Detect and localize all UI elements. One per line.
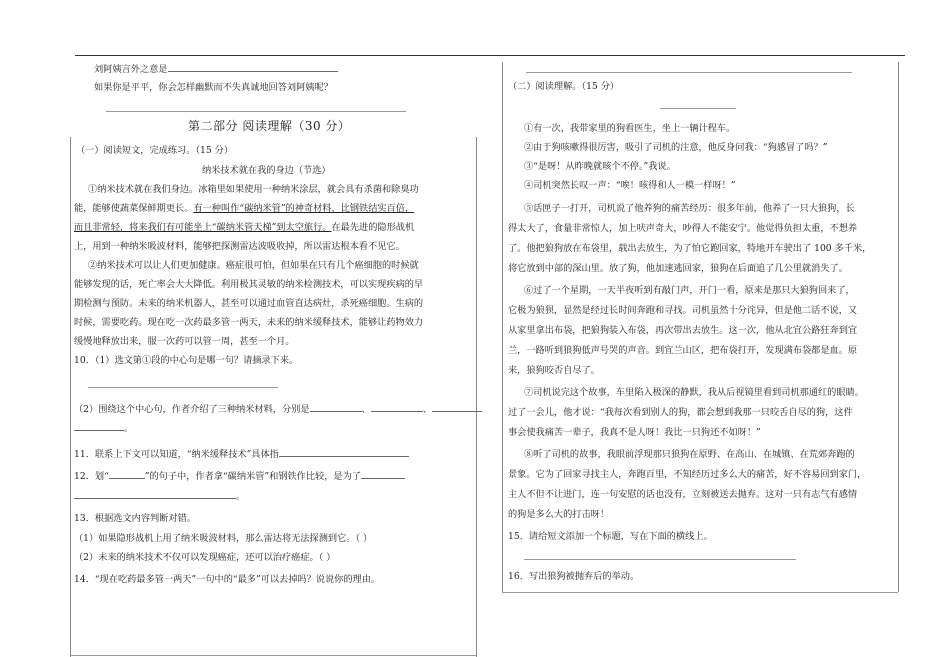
rpara7-l2: 过了一会儿，他才说：“我每次看到别人的狗，都会想到我那一只咬舌自尽的狗，这件	[508, 407, 853, 418]
rpara8-l3: 主人不但不让进门，连一句安慰的话也没有，立刻被送去抛弃。这对一只有志气有感情	[508, 489, 858, 500]
q10-answer-line[interactable]	[88, 387, 278, 388]
answer-blank[interactable]	[371, 402, 423, 412]
answer-line[interactable]	[106, 111, 406, 112]
underlined-sentence-cont: 而且非常轻，将来我们有可能坐上“碳纳米管天梯”到太空旅行。	[74, 222, 332, 233]
rpara6-l2: 它极为狼狈，显然是经过长时间奔跑和寻找。司机虽然十分诧异，但是他二话不说，又	[508, 305, 858, 316]
q15-answer-line[interactable]	[524, 559, 796, 560]
q13: 13．根据选文内容判断对错。	[74, 513, 196, 524]
rpara6-l4: 兰，一路听到狼狗低声号哭的声音。到宜兰山区，把布袋打开，发现满布袋都是血。原	[508, 345, 858, 356]
para1-line3	[74, 221, 414, 234]
para1-line1: ①纳米技术就在我们身边。冰箱里如果使用一种纳米涂层，就会具有杀菌和除臭功	[88, 184, 419, 195]
para2-line1: ②纳米技术可以让人们更加健康。癌症很可怕，但如果在只有几个癌细胞的时候就	[88, 260, 419, 271]
left-box-bottom	[70, 655, 476, 656]
rpara6-l1: ⑥过了一个星期，一天半夜听到有敲门声，开门一看，原来是那只大狼狗回来了，	[524, 285, 855, 296]
rpara6-l5: 来，狼狗咬否自尽了。	[508, 365, 600, 376]
q11	[74, 447, 409, 461]
answer-blank[interactable]	[168, 62, 338, 72]
left-box-border-right	[476, 137, 477, 657]
rpara8-l1: ⑧听了司机的故事，我眼前浮现那只狼狗在原野、在高山、在城镇、在荒郊奔跑的	[524, 449, 855, 460]
left-box-border	[70, 137, 71, 657]
rpara7-l3: 事会使我痛苦一辈子，我真不是人呀！我比一只狗还不如呀！”	[508, 427, 761, 438]
rpara6-l3: 从家里拿出布袋，把狼狗装入布袋，再次带出去放生。这一次，他从北宜公路狂奔到宜	[508, 325, 858, 336]
q11-text: 11．联系上下文可以知道，“纳米缓释技术”具体指	[74, 449, 279, 460]
para2-line4: 时候，需要吃药。现在吃一次药最多管一两天，未来的纳米缓释技术，能够让药物效力	[74, 317, 424, 328]
para1-text-cont: 在最先进的隐形战机	[331, 222, 415, 233]
q12	[74, 469, 405, 483]
q-implication	[94, 62, 338, 76]
answer-blank[interactable]	[279, 447, 409, 457]
answer-line[interactable]	[526, 72, 852, 73]
rpara5-l2: 得太大了，食量非常惊人，加上吠声奇大，吵得人不能安宁。他觉得负担太重，不想养	[508, 223, 858, 234]
para1-text: 能，能够使蔬菜保鲜期更长。	[74, 203, 194, 214]
rpara7-l1: ⑦司机说完这个故事，车里陷入极深的静默，我从后视镜里看到司机那通红的眼睛。	[524, 387, 864, 398]
right-box-bottom	[502, 592, 898, 593]
para2-line3: 期检测与预防。未来的纳米机器人，甚至可以通过血管直达病灶，杀死癌细胞。生病的	[74, 298, 424, 309]
q13-1: （1）如果隐形战机上用了纳米吸波材料，那么雷达将无法探测到它。（ ）	[74, 533, 373, 544]
q-implication-label: 刘阿姨言外之意是	[94, 64, 168, 75]
rpara5-l4: 将它放到中部的深山里。放了狗，他加速逃回家，狼狗在后面追了几公里就消失了。	[508, 263, 848, 274]
para1-line2	[74, 202, 414, 215]
rpara8-l2: 景象。它为了回家寻找主人，奔跑百里，不知经历过多么大的痛苦，好不容易回到家门，	[508, 469, 867, 480]
para2-line2: 能够发现的话，死亡率会大大降低。利用极其灵敏的纳米检测技术，可以实现疾病的早	[74, 279, 424, 290]
para2-line5: 缓慢地释放出来，服一次药可以管一周，甚至一个月。	[74, 336, 295, 347]
q15: 15．请给短文添加一个标题，写在下面的横线上。	[508, 531, 713, 542]
rpara8-l4: 的狗是多么大的打击呀！	[508, 509, 610, 520]
part2-title: 第二部分 阅读理解（30 分）	[188, 119, 351, 133]
sep: 、	[422, 404, 432, 415]
section2-heading: （二）阅读理解。（15 分）	[508, 81, 620, 92]
q10-2-cont	[74, 421, 133, 435]
answer-blank[interactable]	[74, 421, 124, 431]
q10-2	[74, 402, 482, 416]
rpara1: ①有一次，我带家里的狗看医生，坐上一辆计程车。	[524, 123, 736, 134]
section1-heading: （一）阅读短文，完成练习。（15 分）	[76, 145, 234, 156]
q10: 10．（1）选文第①段的中心句是哪一句？请摘录下来。	[74, 355, 299, 366]
answer-blank[interactable]	[74, 489, 236, 499]
rpara5-l1: ⑤话匣子一打开，司机说了他养狗的痛苦经历：很多年前，他养了一只大狼狗，长	[524, 203, 855, 214]
sep: 、	[361, 404, 371, 415]
period: 。	[124, 423, 134, 434]
q12-cont	[74, 489, 245, 503]
period: 。	[236, 491, 246, 502]
q10-2-text: （2）围绕这个中心句，作者介绍了三种纳米材料，分别是	[74, 404, 310, 415]
q13-2: （2）未来的纳米技术不仅可以发现癌症，还可以治疗癌症。（ ）	[74, 552, 336, 563]
answer-blank[interactable]	[310, 402, 362, 412]
q16: 16．写出狼狗被抛弃后的举动。	[508, 571, 640, 582]
page-top-rule	[75, 55, 905, 56]
right-box-border-right	[898, 62, 899, 592]
title-blank-line[interactable]	[660, 108, 736, 109]
answer-blank[interactable]	[361, 469, 405, 479]
q12-text-a: 12．划“	[74, 471, 109, 482]
underlined-sentence: 有一种叫作“碳纳米管”的神奇材料，比钢铁结实百倍，	[193, 203, 415, 214]
rpara3: ③“是呀！从昨晚就咳个不停。”我说。	[524, 161, 676, 172]
answer-blank[interactable]	[432, 402, 482, 412]
article-title: 纳米技术就在我的身边（节选）	[202, 165, 331, 176]
answer-blank[interactable]	[109, 469, 145, 479]
rpara4: ④司机突然长叹一声：“唉！咳得和人一模一样呀！”	[524, 180, 736, 191]
rpara5-l3: 了。他把狼狗放在布袋里，载出去放生，为了怕它跑回家，特地开车驶出了 100 多千米，	[508, 243, 872, 254]
q14: 14．“现在吃药最多管一两天”一句中的“最多”可以去掉吗？说说你的理由。	[74, 574, 381, 585]
q-reply: 如果你是平平，你会怎样幽默而不失真诚地回答刘阿姨呢？	[94, 82, 333, 93]
para1-line4: 上，用到一种纳米吸波材料，能够把探测雷达波吸收掉，所以雷达根本看不见它。	[74, 241, 405, 252]
q12-text-b: ”的句子中，作者拿“碳纳米管”和钢铁作比较，是为了	[144, 471, 361, 482]
right-box-border	[502, 62, 503, 592]
rpara2: ②由于狗咳嗽得很厉害，吸引了司机的注意，他反身问我：“狗感冒了吗？”	[524, 142, 828, 153]
